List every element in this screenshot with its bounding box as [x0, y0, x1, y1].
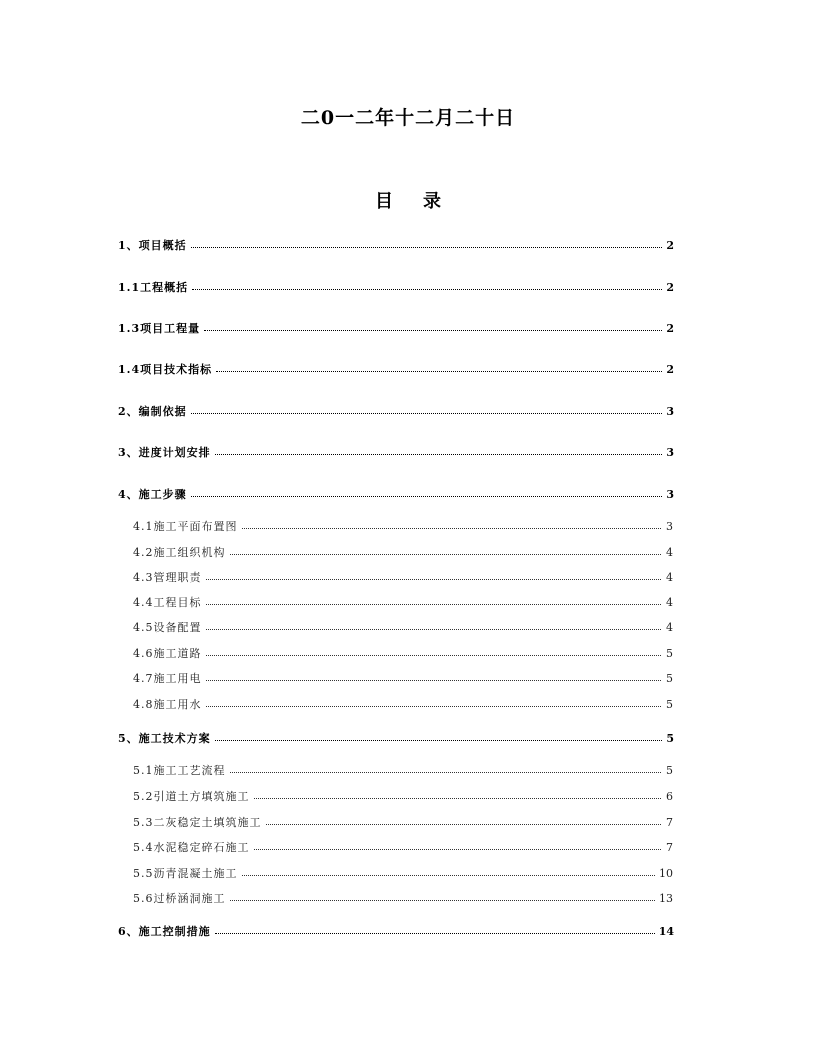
toc-entry-label: 1、项目概括: [118, 239, 187, 252]
toc-leader-dots: [242, 520, 662, 529]
toc-entry-label: 1.4项目技术指标: [118, 363, 213, 376]
toc-leader-dots: [206, 621, 662, 630]
toc-leader-dots: [215, 732, 662, 741]
document-date: 二0一二年十二月二十日: [300, 107, 516, 129]
toc-entry[interactable]: [133, 645, 673, 661]
toc-entry[interactable]: [118, 361, 674, 377]
toc-leader-dots: [204, 322, 662, 331]
toc-entry-label: 4.4工程目标: [133, 596, 202, 609]
toc-entry-page-number: 7: [666, 841, 673, 854]
toc-entry[interactable]: [133, 839, 673, 855]
toc-entry-page-number: 5: [666, 672, 673, 685]
toc-entry-label: 3、进度计划安排: [118, 446, 211, 459]
toc-entry-label: 4.5设备配置: [133, 621, 202, 634]
toc-leader-dots: [206, 672, 662, 681]
toc-entry[interactable]: [118, 403, 674, 419]
toc-entry-label: 5.5沥青混凝土施工: [133, 867, 238, 880]
toc-leader-dots: [242, 867, 656, 876]
toc-entry-page-number: 6: [666, 790, 673, 803]
toc-entry-page-number: 5: [666, 764, 673, 777]
toc-leader-dots: [215, 925, 655, 934]
toc-entry[interactable]: [133, 569, 673, 585]
toc-leader-dots: [254, 790, 662, 799]
toc-leader-dots: [191, 405, 662, 414]
toc-leader-dots: [206, 596, 662, 605]
toc-entry[interactable]: [133, 865, 673, 881]
toc-entry[interactable]: [133, 594, 673, 610]
toc-entry[interactable]: [118, 730, 674, 746]
toc-title-char-1: 目: [375, 191, 393, 212]
toc-entry[interactable]: [118, 237, 674, 253]
toc-entry-page-number: 4: [666, 546, 673, 559]
toc-entry[interactable]: [118, 279, 674, 295]
toc-entry-page-number: 2: [666, 239, 674, 252]
toc-entry-label: 4.3管理职责: [133, 571, 202, 584]
toc-entry-page-number: 5: [666, 698, 673, 711]
toc-entry-label: 5、施工技术方案: [118, 732, 211, 745]
toc-entry[interactable]: [133, 788, 673, 804]
toc-entry-label: 2、编制依据: [118, 405, 187, 418]
toc-entry-label: 4.1施工平面布置图: [133, 520, 238, 533]
toc-leader-dots: [191, 488, 662, 497]
toc-entry-page-number: 2: [666, 281, 674, 294]
toc-entry[interactable]: [118, 444, 674, 460]
toc-entry-label: 5.2引道土方填筑施工: [133, 790, 250, 803]
toc-leader-dots: [191, 239, 662, 248]
toc-title-char-2: 录: [423, 191, 441, 212]
toc-entry-page-number: 3: [666, 405, 674, 418]
toc-entry-page-number: 3: [666, 488, 674, 501]
toc-entry-label: 5.4水泥稳定碎石施工: [133, 841, 250, 854]
toc-entry-page-number: 2: [666, 322, 674, 335]
toc-leader-dots: [254, 841, 662, 850]
toc-entry[interactable]: [118, 486, 674, 502]
toc-leader-dots: [192, 281, 662, 290]
toc-entry-page-number: 2: [666, 363, 674, 376]
toc-entry-label: 4.2施工组织机构: [133, 546, 226, 559]
toc-entry-page-number: 5: [666, 647, 673, 660]
toc-entry[interactable]: [133, 696, 673, 712]
toc-entry[interactable]: [133, 544, 673, 560]
toc-entry-label: 4、施工步骤: [118, 488, 187, 501]
toc-entry-label: 4.6施工道路: [133, 647, 202, 660]
toc-entry[interactable]: [118, 320, 674, 336]
toc-leader-dots: [230, 764, 662, 773]
toc-entry-label: 4.8施工用水: [133, 698, 202, 711]
toc-entry-label: 6、施工控制措施: [118, 925, 211, 938]
toc-entry-page-number: 3: [666, 520, 673, 533]
toc-entry[interactable]: [133, 670, 673, 686]
toc-entry-page-number: 5: [666, 732, 674, 745]
toc-entry[interactable]: [133, 762, 673, 778]
toc-entry-page-number: 14: [658, 925, 674, 938]
toc-entry-page-number: 4: [666, 621, 673, 634]
toc-entry[interactable]: [133, 619, 673, 635]
toc-leader-dots: [230, 546, 662, 555]
toc-entry-page-number: 4: [666, 596, 673, 609]
toc-leader-dots: [206, 647, 662, 656]
toc-leader-dots: [266, 816, 662, 825]
toc-entry-label: 4.7施工用电: [133, 672, 202, 685]
toc-entry-label: 1.1工程概括: [118, 281, 189, 294]
toc-leader-dots: [206, 698, 662, 707]
toc-leader-dots: [230, 892, 656, 901]
toc-entry-label: 5.1施工工艺流程: [133, 764, 226, 777]
toc-entry-page-number: 3: [666, 446, 674, 459]
toc-entry-page-number: 10: [659, 867, 673, 880]
toc-entry[interactable]: [133, 518, 673, 534]
toc-leader-dots: [215, 446, 662, 455]
toc-entry-label: 5.3二灰稳定土填筑施工: [133, 816, 262, 829]
toc-leader-dots: [216, 363, 662, 372]
toc-leader-dots: [206, 571, 662, 580]
toc-entry-page-number: 13: [659, 892, 673, 905]
toc-entry[interactable]: [133, 814, 673, 830]
toc-entry[interactable]: [133, 890, 673, 906]
toc-entry-page-number: 4: [666, 571, 673, 584]
toc-entry[interactable]: [118, 923, 674, 939]
toc-entry-label: 1.3项目工程量: [118, 322, 201, 335]
toc-entry-label: 5.6过桥涵洞施工: [133, 892, 226, 905]
toc-entry-page-number: 7: [666, 816, 673, 829]
